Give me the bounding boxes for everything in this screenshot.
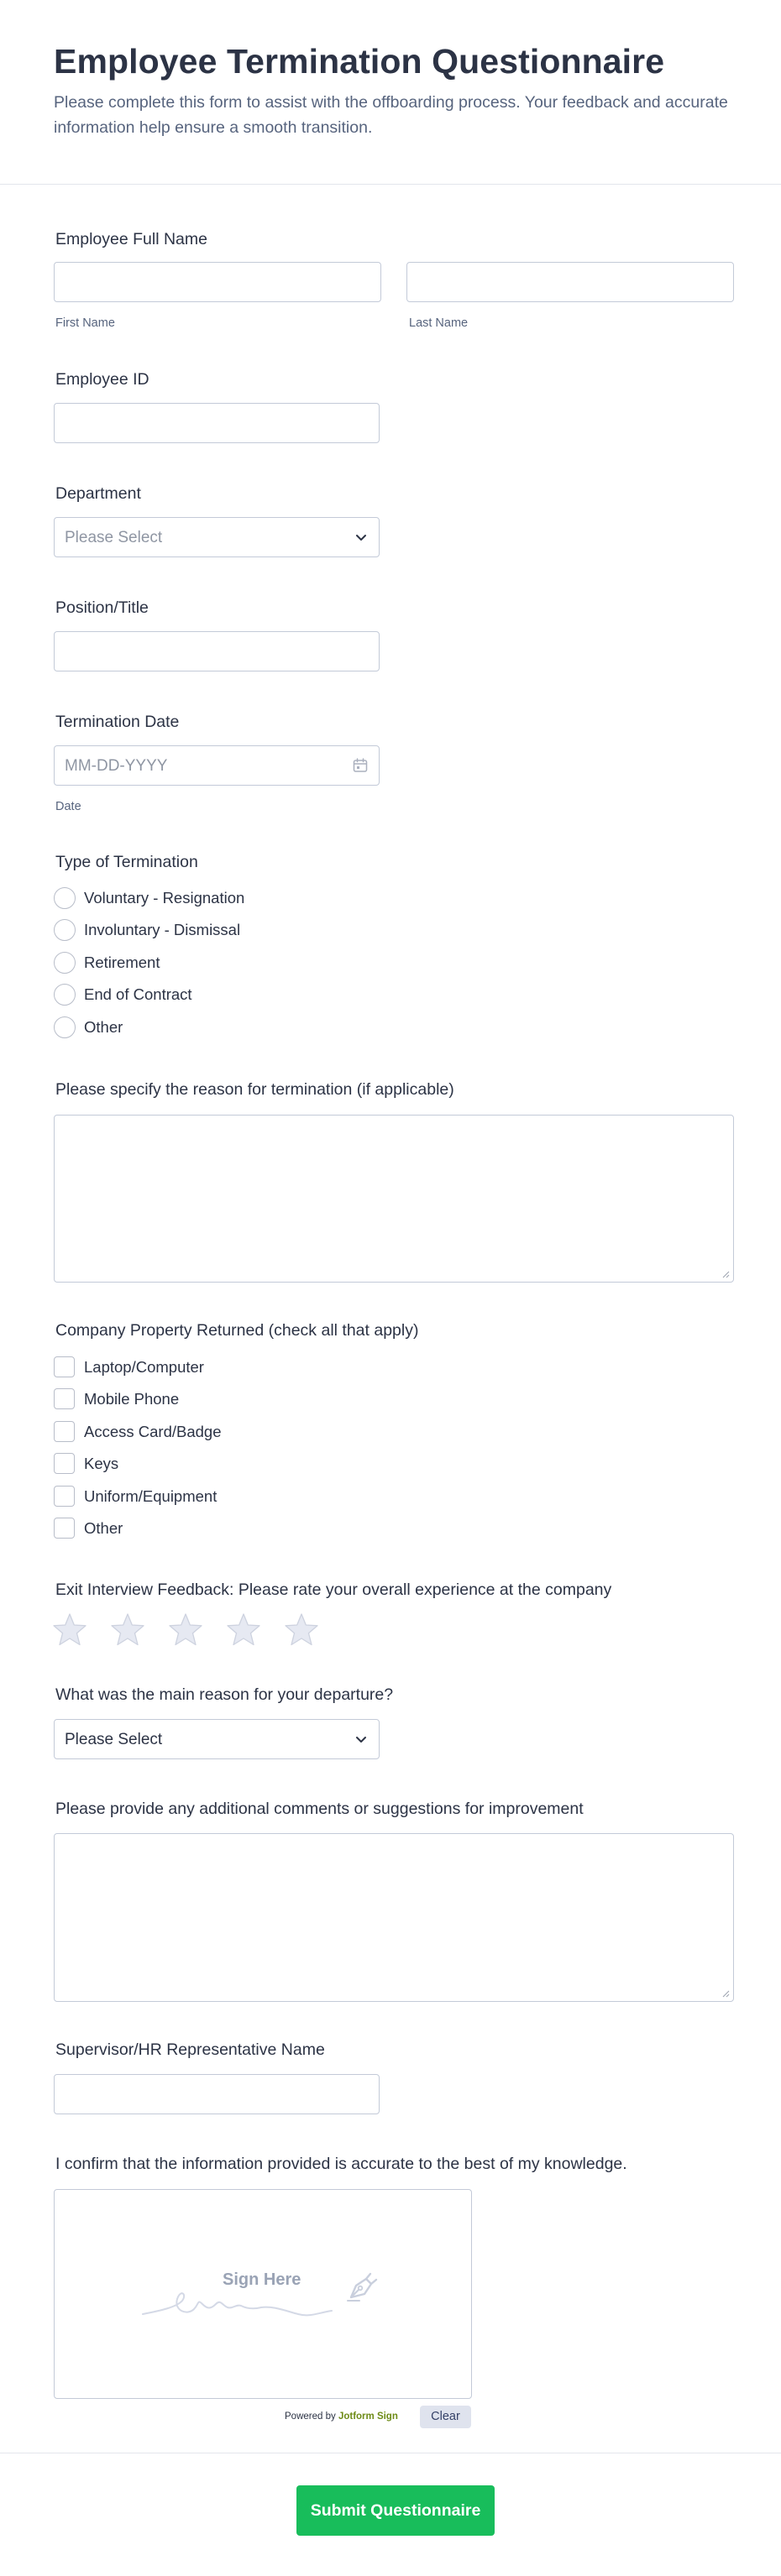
submit-button[interactable]: Submit Questionnaire bbox=[296, 2485, 495, 2536]
checkbox-box[interactable] bbox=[54, 1453, 75, 1474]
departure-reason-select[interactable] bbox=[54, 1719, 380, 1759]
checkbox-box[interactable] bbox=[54, 1421, 75, 1442]
last-name-input[interactable] bbox=[406, 262, 734, 302]
star-5-icon[interactable] bbox=[283, 1612, 320, 1649]
departure-reason-label: What was the main reason for your departure? bbox=[55, 1685, 394, 1704]
termination-type-label: Type of Termination bbox=[55, 853, 198, 871]
termination-date-label: Termination Date bbox=[55, 713, 180, 731]
checkbox-label: Other bbox=[84, 1519, 123, 1537]
reason-textarea[interactable] bbox=[54, 1115, 734, 1283]
checkbox-label: Mobile Phone bbox=[84, 1390, 180, 1408]
star-4-icon[interactable] bbox=[225, 1612, 262, 1649]
form-title: Employee Termination Questionnaire bbox=[54, 42, 665, 81]
date-sublabel: Date bbox=[55, 800, 81, 813]
sign-here-text: Sign Here bbox=[223, 2270, 301, 2289]
department-label: Department bbox=[55, 484, 141, 503]
reason-label: Please specify the reason for termination (if applicable) bbox=[55, 1080, 454, 1099]
radio-circle[interactable] bbox=[54, 984, 76, 1006]
radio-circle[interactable] bbox=[54, 887, 76, 909]
clear-signature-button[interactable]: Clear bbox=[420, 2406, 471, 2428]
powered-by-text bbox=[285, 2411, 398, 2422]
calendar-icon[interactable] bbox=[352, 757, 369, 774]
radio-label: Involuntary - Dismissal bbox=[84, 921, 241, 938]
departure-reason-selected: Please Select bbox=[65, 1731, 163, 1748]
radio-circle[interactable] bbox=[54, 952, 76, 974]
radio-label: Retirement bbox=[84, 954, 160, 971]
jotform-sign-brand: Jotform Sign bbox=[338, 2411, 398, 2422]
resize-grip-icon[interactable] bbox=[721, 1989, 730, 1998]
radio-circle[interactable] bbox=[54, 1016, 76, 1038]
position-input[interactable] bbox=[54, 631, 380, 671]
star-2-icon[interactable] bbox=[109, 1612, 146, 1649]
chevron-down-icon bbox=[354, 530, 369, 545]
checkbox-box[interactable] bbox=[54, 1518, 75, 1539]
checkbox-label: Laptop/Computer bbox=[84, 1358, 204, 1376]
department-select[interactable] bbox=[54, 517, 380, 557]
form-header bbox=[0, 0, 781, 185]
checkbox-box[interactable] bbox=[54, 1356, 75, 1377]
checkbox-label: Keys bbox=[84, 1455, 119, 1472]
comments-label: Please provide any additional comments or suggestions for improvement bbox=[55, 1800, 584, 1818]
radio-circle[interactable] bbox=[54, 919, 76, 941]
confirm-label: I confirm that the information provided is accurate to the best of my knowledge. bbox=[55, 2155, 627, 2173]
position-label: Position/Title bbox=[55, 598, 149, 617]
signature-pad[interactable] bbox=[54, 2189, 472, 2399]
form-subtitle: Please complete this form to assist with the offboarding process. Your feedback and accurate information help ensure a smooth transition. bbox=[54, 93, 728, 137]
comments-textarea[interactable] bbox=[54, 1833, 734, 2002]
last-name-sublabel: Last Name bbox=[409, 316, 469, 330]
radio-label: Voluntary - Resignation bbox=[84, 889, 245, 907]
chevron-down-icon bbox=[354, 1732, 369, 1747]
date-placeholder: MM-DD-YYYY bbox=[65, 757, 168, 775]
radio-label: End of Contract bbox=[84, 985, 192, 1003]
checkbox-box[interactable] bbox=[54, 1486, 75, 1507]
employee-id-label: Employee ID bbox=[55, 370, 149, 389]
checkbox-box[interactable] bbox=[54, 1388, 75, 1409]
pen-nib-icon bbox=[343, 2269, 380, 2306]
resize-grip-icon[interactable] bbox=[721, 1270, 730, 1278]
checkbox-label: Uniform/Equipment bbox=[84, 1487, 218, 1505]
supervisor-input[interactable] bbox=[54, 2074, 380, 2114]
radio-label: Other bbox=[84, 1018, 123, 1036]
supervisor-label: Supervisor/HR Representative Name bbox=[55, 2040, 325, 2059]
first-name-input[interactable] bbox=[54, 262, 381, 302]
star-3-icon[interactable] bbox=[167, 1612, 204, 1649]
rating-label: Exit Interview Feedback: Please rate your overall experience at the company bbox=[55, 1581, 612, 1599]
department-selected: Please Select bbox=[65, 529, 163, 546]
full-name-label: Employee Full Name bbox=[55, 230, 207, 248]
first-name-sublabel: First Name bbox=[55, 316, 115, 330]
star-1-icon[interactable] bbox=[51, 1612, 88, 1649]
employee-id-input[interactable] bbox=[54, 403, 380, 443]
property-label: Company Property Returned (check all that apply) bbox=[55, 1321, 419, 1340]
termination-date-input[interactable] bbox=[54, 745, 380, 786]
powered-prefix: Powered by bbox=[285, 2411, 336, 2422]
checkbox-label: Access Card/Badge bbox=[84, 1423, 222, 1440]
